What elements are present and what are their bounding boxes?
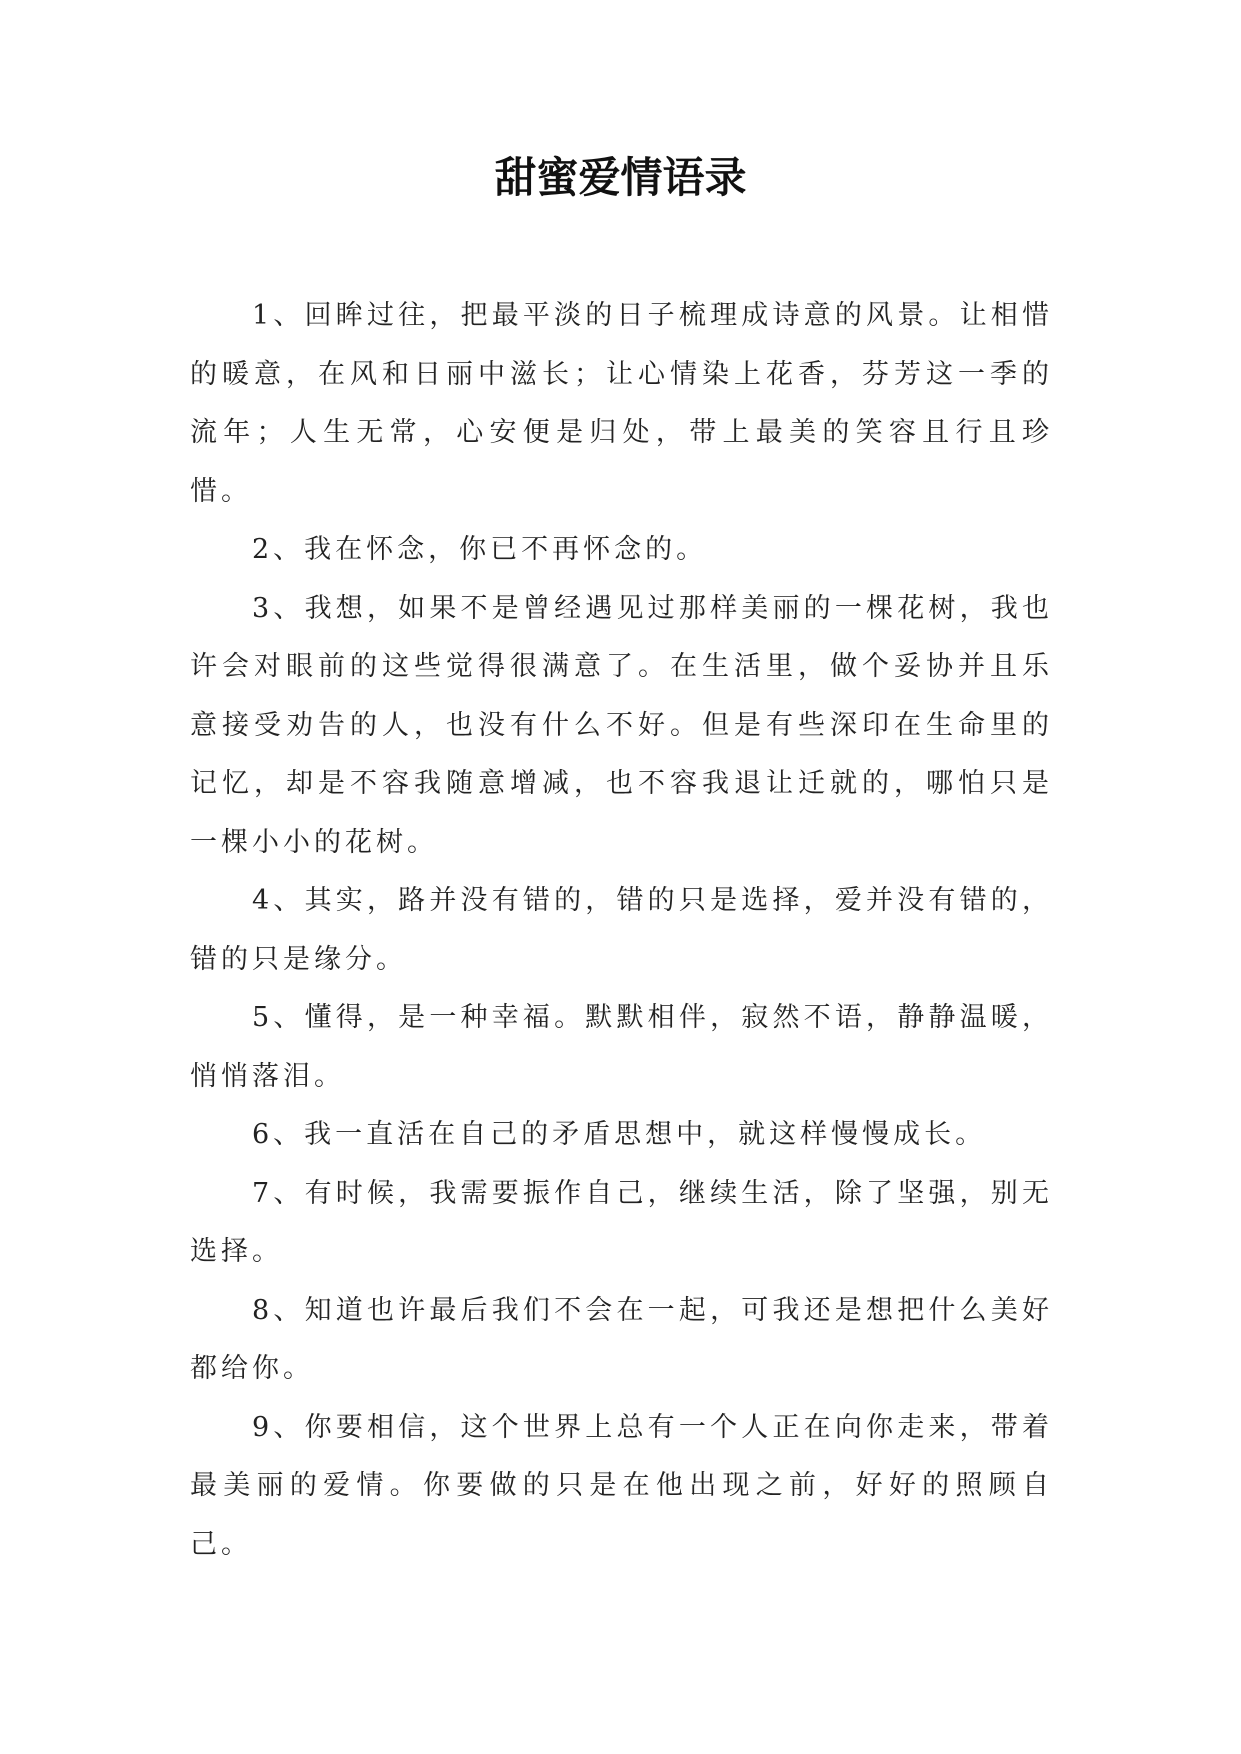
quote-paragraph-7: 7、有时候，我需要振作自己，继续生活，除了坚强，别无选择。: [190, 1177, 1053, 1267]
quote-paragraph-2: 2、我在怀念，你已不再怀念的。: [252, 534, 708, 565]
quote-paragraph-8: 8、知道也许最后我们不会在一起，可我还是想把什么美好都给你。: [190, 1294, 1053, 1384]
quote-paragraph-1: 1、回眸过往，把最平淡的日子梳理成诗意的风景。让相惜的暖意，在风和日丽中滋长；让心情染上花香，芬芳这一季的流年；人生无常，心安便是归处，带上最美的笑容且行且珍惜。: [190, 300, 1053, 507]
quote-paragraph-3: 3、我想，如果不是曾经遇见过那样美丽的一棵花树，我也许会对眼前的这些觉得很满意了。在生活里，做个妥协并且乐意接受劝告的人，也没有什么不好。但是有些深印在生命里的记忆，却是不容我随意增减，也不容我退让迁就的，哪怕只是一棵小小的花树。: [190, 592, 1053, 858]
quote-paragraph-5: 5、懂得，是一种幸福。默默相伴，寂然不语，静静温暖，悄悄落泪。: [190, 1002, 1053, 1092]
document-title: 甜蜜爱情语录: [494, 153, 747, 202]
quote-paragraph-9: 9、你要相信，这个世界上总有一个人正在向你走来，带着最美丽的爱情。你要做的只是在他出现之前，好好的照顾自己。: [190, 1411, 1053, 1560]
quote-paragraph-6: 6、我一直活在自己的矛盾思想中，就这样慢慢成长。: [252, 1119, 987, 1150]
document-body: [190, 287, 1053, 1574]
quote-paragraph-4: 4、其实，路并没有错的，错的只是选择，爱并没有错的，错的只是缘分。: [190, 885, 1053, 975]
